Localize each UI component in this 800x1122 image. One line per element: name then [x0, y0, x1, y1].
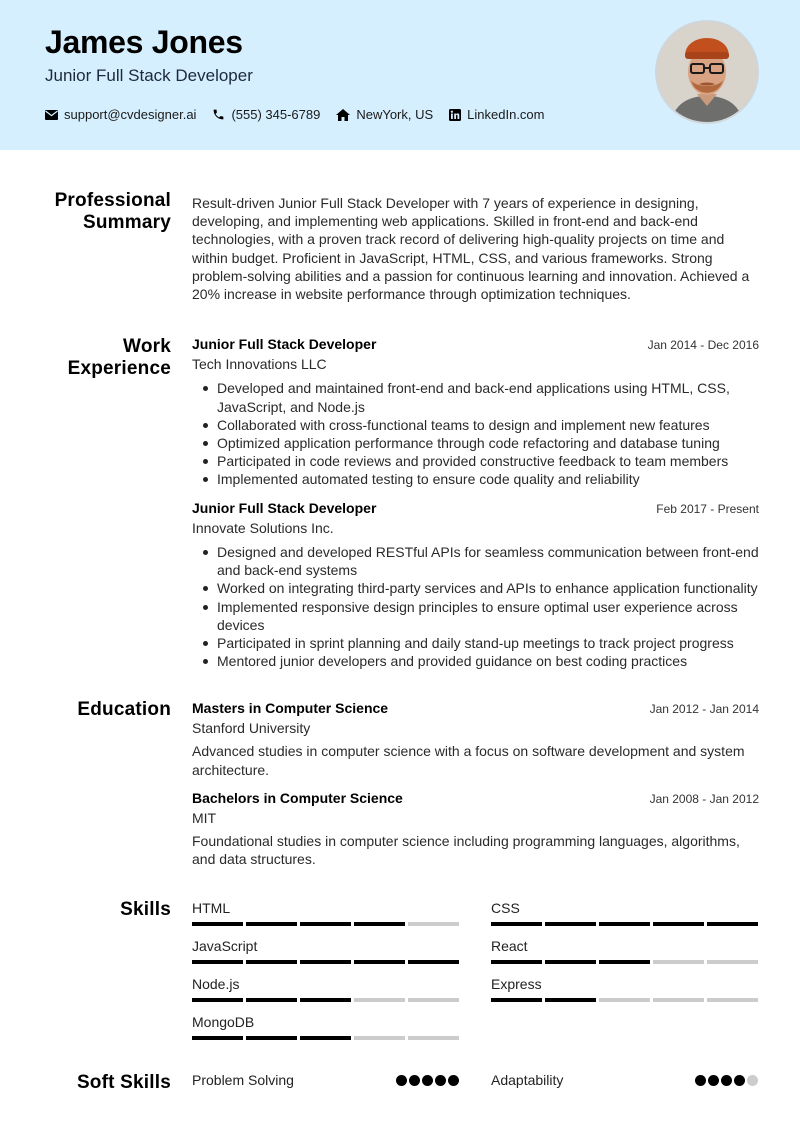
- skill-level-segment: [246, 1036, 297, 1040]
- list-item: Collaborated with cross-functional teams to design and implement new features: [192, 416, 759, 434]
- linkedin-icon: [449, 109, 461, 121]
- skill-level-bar: [491, 998, 758, 1002]
- phone-icon: [212, 108, 225, 121]
- skill-level-segment: [599, 998, 650, 1002]
- skill-level-segment: [707, 922, 758, 926]
- skill-level-bar: [192, 922, 459, 926]
- experience-role: Junior Full Stack Developer: [192, 499, 377, 516]
- skill-item: [491, 976, 758, 1002]
- skill-level-segment: [300, 998, 351, 1002]
- contact-location-text: NewYork, US: [356, 107, 434, 122]
- contact-row: [45, 107, 561, 122]
- list-item: Designed and developed RESTful APIs for seamless communication between front-end and back-end systems: [192, 543, 759, 579]
- rating-dot: [695, 1075, 706, 1086]
- experience-dates: Feb 2017 - Present: [656, 501, 759, 516]
- skill-level-bar: [491, 922, 758, 926]
- skill-item: [192, 938, 459, 964]
- section-title-summary: Professional Summary: [54, 190, 171, 233]
- skill-name: CSS: [491, 900, 520, 916]
- envelope-icon: [45, 110, 58, 120]
- skill-level-bar: [192, 998, 459, 1002]
- skill-level-segment: [707, 960, 758, 964]
- education-school: MIT: [192, 810, 217, 827]
- education-entry: [192, 789, 759, 869]
- list-item: Developed and maintained front-end and back-end applications using HTML, CSS, JavaScript, and Node.js: [192, 379, 759, 415]
- skill-level-segment: [354, 922, 405, 926]
- soft-skill-item: [192, 1072, 459, 1088]
- skill-level-segment: [192, 998, 243, 1002]
- list-item: Participated in sprint planning and daily stand-up meetings to track project progress: [192, 634, 759, 652]
- section-title-experience: Work Experience: [67, 336, 171, 379]
- skill-item: [491, 900, 758, 926]
- skill-level-segment: [192, 960, 243, 964]
- list-item: Mentored junior developers and provided guidance on best coding practices: [192, 652, 759, 670]
- rating-dot: [708, 1075, 719, 1086]
- rating-dot: [396, 1075, 407, 1086]
- skill-level-segment: [300, 1036, 351, 1040]
- section-title-skills: Skills: [120, 899, 171, 920]
- skill-level-bar: [491, 960, 758, 964]
- rating-dot: [435, 1075, 446, 1086]
- skill-name: MongoDB: [192, 1014, 255, 1030]
- skill-level-segment: [545, 960, 596, 964]
- soft-skill-name: Adaptability: [491, 1072, 564, 1088]
- skill-level-segment: [408, 922, 459, 926]
- section-title-soft-skills: Soft Skills: [76, 1072, 171, 1093]
- education-entry: [192, 699, 759, 779]
- experience-entry: [192, 335, 759, 489]
- experience-role: Junior Full Stack Developer: [192, 336, 377, 352]
- skill-name: HTML: [192, 900, 231, 916]
- skill-item: [192, 1014, 459, 1040]
- skill-level-segment: [408, 998, 459, 1002]
- experience-company: Tech Innovations LLC: [192, 356, 327, 373]
- summary-text: Result-driven Junior Full Stack Developer with 7 years of experience in designing, developing, and implementing web applications. Skilled in front-end and back-end technologies, with a proven track record of delivering high-quality projects on time and within budget. Proficient in JavaScript, HTML, CSS, and various frameworks. Strong problem-solving abilities and a passion for continuous learning and innovation. Achieved a 20% increase in website performance through optimization techniques.: [192, 195, 750, 303]
- skill-level-segment: [653, 960, 704, 964]
- skill-level-segment: [408, 1036, 459, 1040]
- skill-name: React: [491, 938, 528, 954]
- rating-dot: [721, 1075, 732, 1086]
- education-degree: Masters in Computer Science: [192, 700, 389, 716]
- education-description: Foundational studies in computer science including programming languages, algorithms, and data structures.: [192, 833, 740, 868]
- skill-level-segment: [707, 998, 758, 1002]
- skill-level-segment: [491, 998, 542, 1002]
- skill-level-segment: [545, 998, 596, 1002]
- rating-dot: [448, 1075, 459, 1086]
- education-description: Advanced studies in computer science with a focus on software development and system architecture.: [192, 743, 745, 778]
- skill-level-segment: [653, 922, 704, 926]
- skill-level-segment: [354, 998, 405, 1002]
- skill-level-segment: [192, 922, 243, 926]
- skill-level-segment: [408, 960, 459, 964]
- candidate-name: James Jones: [45, 24, 243, 60]
- rating-dot: [734, 1075, 745, 1086]
- avatar: [655, 20, 759, 124]
- education-list: [192, 699, 759, 869]
- soft-skill-rating: [394, 1075, 459, 1086]
- skill-level-segment: [491, 960, 542, 964]
- experience-company: Innovate Solutions Inc.: [192, 519, 334, 536]
- contact-email-text: support@cvdesigner.ai: [64, 107, 197, 122]
- experience-list: [192, 335, 759, 670]
- skill-level-bar: [192, 1036, 459, 1040]
- candidate-title: Junior Full Stack Developer: [45, 66, 253, 85]
- skill-level-segment: [246, 960, 297, 964]
- skill-item: [491, 938, 758, 964]
- skill-item: [192, 900, 459, 926]
- contact-email[interactable]: [45, 107, 196, 122]
- contact-location: [336, 107, 433, 122]
- education-degree: Bachelors in Computer Science: [192, 789, 403, 806]
- skill-level-segment: [300, 922, 351, 926]
- rating-dot: [422, 1075, 433, 1086]
- skill-level-segment: [653, 998, 704, 1002]
- list-item: Implemented responsive design principles to ensure optimal user experience across devices: [192, 598, 759, 634]
- rating-dot: [747, 1075, 758, 1086]
- education-dates: Jan 2008 - Jan 2012: [649, 791, 759, 806]
- experience-bullets: [192, 379, 759, 488]
- list-item: Optimized application performance through code refactoring and database tuning: [192, 434, 759, 452]
- contact-phone[interactable]: [212, 107, 320, 122]
- education-school: Stanford University: [192, 720, 311, 737]
- home-icon: [336, 109, 350, 121]
- skill-level-segment: [599, 960, 650, 964]
- skill-name: JavaScript: [192, 938, 258, 954]
- skill-level-bar: [192, 960, 459, 964]
- skill-name: Express: [491, 976, 542, 992]
- skill-level-segment: [192, 1036, 243, 1040]
- soft-skill-name: Problem Solving: [192, 1072, 294, 1088]
- experience-entry: [192, 499, 759, 671]
- skill-level-segment: [545, 922, 596, 926]
- soft-skill-rating: [693, 1075, 758, 1086]
- contact-linkedin[interactable]: [449, 107, 544, 122]
- list-item: Implemented automated testing to ensure code quality and reliability: [192, 470, 759, 488]
- experience-bullets: [192, 543, 759, 670]
- list-item: Worked on integrating third-party services and APIs to enhance application functionality: [192, 579, 759, 597]
- education-dates: Jan 2012 - Jan 2014: [649, 702, 759, 716]
- section-title-education: Education: [77, 699, 171, 720]
- skill-level-segment: [599, 922, 650, 926]
- list-item: Participated in code reviews and provided constructive feedback to team members: [192, 452, 759, 470]
- contact-phone-text: (555) 345-6789: [231, 107, 321, 122]
- skill-level-segment: [354, 1036, 405, 1040]
- skill-level-segment: [300, 960, 351, 964]
- skill-item: [192, 976, 459, 1002]
- contact-linkedin-text: LinkedIn.com: [467, 107, 545, 122]
- skill-level-segment: [246, 922, 297, 926]
- skill-name: Node.js: [192, 976, 240, 992]
- experience-dates: Jan 2014 - Dec 2016: [647, 338, 759, 352]
- skill-level-segment: [246, 998, 297, 1002]
- soft-skill-item: [491, 1072, 758, 1088]
- resume-header: [0, 0, 800, 150]
- skill-level-segment: [491, 922, 542, 926]
- skill-level-segment: [354, 960, 405, 964]
- rating-dot: [409, 1075, 420, 1086]
